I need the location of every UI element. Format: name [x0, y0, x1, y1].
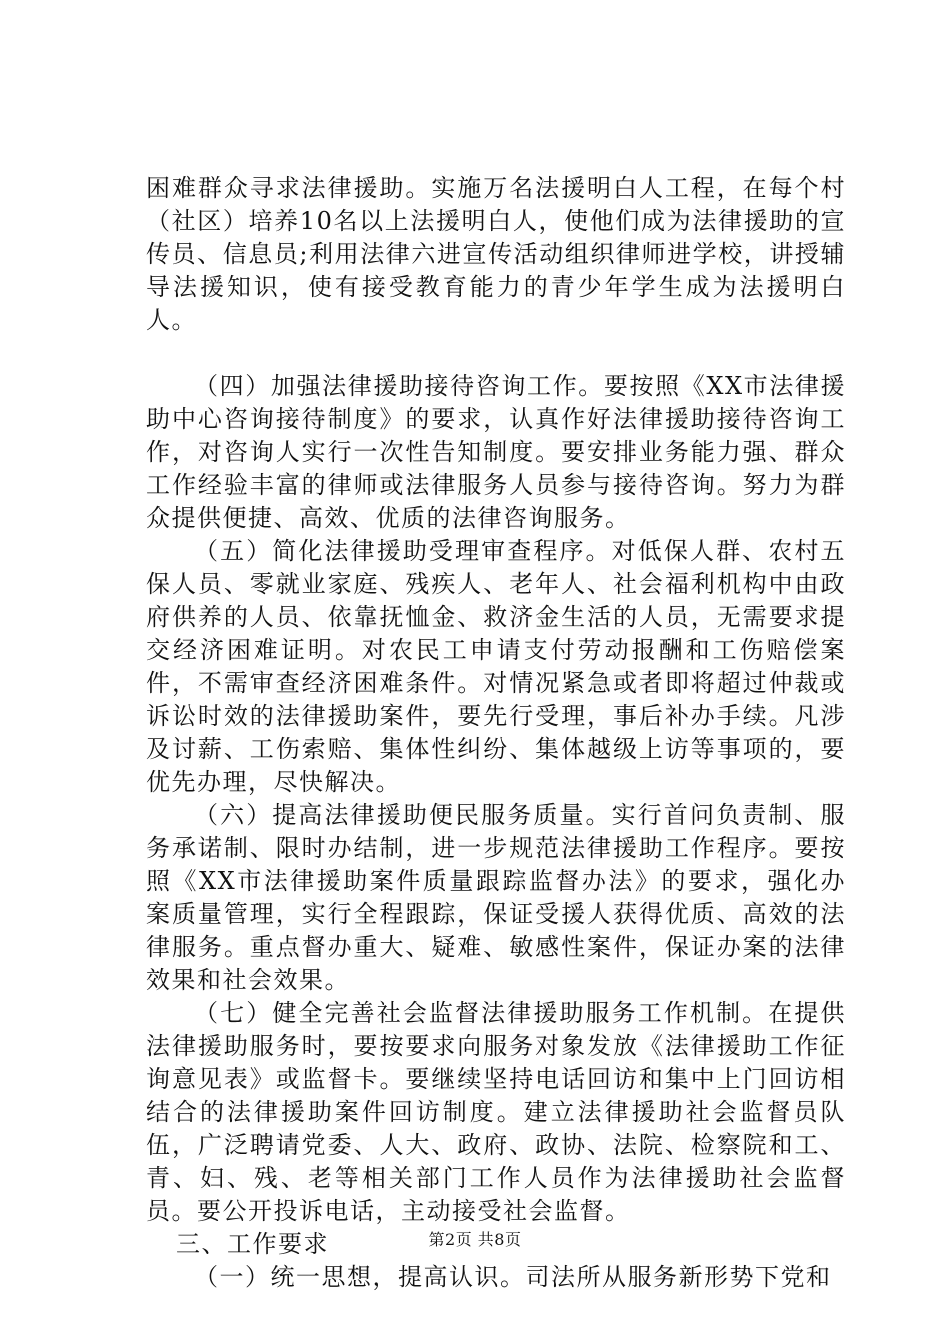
section-heading: 三、工作要求 — [176, 1230, 329, 1258]
paragraph-item-4: （四）加强法律援助接待咨询工作。要按照《XX市法律援助中心咨询接待制度》的要求，认真作好法律援助接待咨询工作，对咨询人实行一次性告知制度。要安排业务能力强、群众工作经验丰富的律师或法律服务人员参与接待咨询。努力为群众提供便捷、高效、优质的法律咨询服务。 — [146, 372, 846, 532]
document-body — [146, 172, 846, 1294]
paragraph-continuation: 困难群众寻求法律援助。实施万名法援明白人工程，在每个村（社区）培养10名以上法援明白人，使他们成为法律援助的宣传员、信息员;利用法律六进宣传活动组织律师进学校，讲授辅导法援知识，使有接受教育能力的青少年学生成为法援明白人。 — [146, 174, 846, 334]
paragraph-item-5: （五）简化法律援助受理审查程序。对低保人群、农村五保人员、零就业家庭、残疾人、老年人、社会福利机构中由政府供养的人员、依靠抚恤金、救济金生活的人员，无需要求提交经济困难证明。对农民工申请支付劳动报酬和工伤赔偿案件，不需审查经济困难条件。对情况紧急或者即将超过仲裁或诉讼时效的法律援助案件，要先行受理，事后补办手续。凡涉及讨薪、工伤索赔、集体性纠纷、集体越级上访等事项的，要优先办理，尽快解决。 — [146, 537, 846, 796]
paragraph-requirement-1: （一）统一思想，提高认识。司法所从服务新形势下党和 — [194, 1263, 832, 1291]
page-footer: 第2页 共8页 — [428, 1230, 522, 1249]
paragraph-item-7: （七）健全完善社会监督法律援助服务工作机制。在提供法律援助服务时，要按要求向服务对象发放《法律援助工作征询意见表》或监督卡。要继续坚持电话回访和集中上门回访相结合的法律援助案件回访制度。建立法律援助社会监督员队伍，广泛聘请党委、人大、政府、政协、法院、检察院和工、青、妇、残、老等相关部门工作人员作为法律援助社会监督员。要公开投诉电话，主动接受社会监督。 — [146, 999, 846, 1225]
paragraph-item-6: （六）提高法律援助便民服务质量。实行首问负责制、服务承诺制、限时办结制，进一步规范法律援助工作程序。要按照《XX市法律援助案件质量跟踪监督办法》的要求，强化办案质量管理，实行全程跟踪，保证受援人获得优质、高效的法律服务。重点督办重大、疑难、敏感性案件，保证办案的法律效果和社会效果。 — [146, 801, 846, 994]
